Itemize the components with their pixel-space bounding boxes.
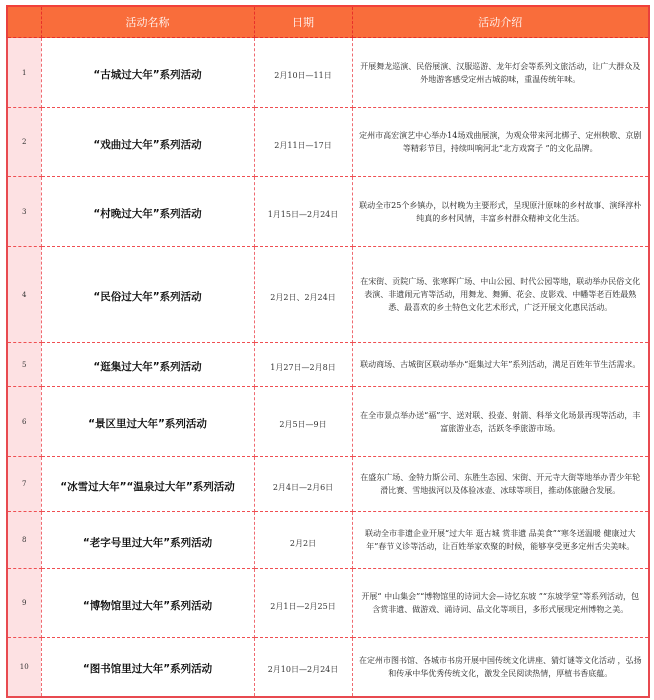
header-index [7, 6, 41, 38]
activity-name: “古城过大年”系列活动 [93, 69, 202, 81]
activity-date: 1月15日—2月24日 [267, 210, 339, 219]
table-row [7, 457, 649, 512]
activity-date: 2月5日—9日 [279, 420, 327, 429]
row-index: 5 [7, 343, 41, 387]
row-index: 3 [7, 177, 41, 247]
activity-name: “图书馆里过大年”系列活动 [82, 663, 213, 676]
activity-date: 2月10日—2月24日 [267, 665, 339, 675]
table-row [7, 343, 649, 387]
activity-intro: 在定州市图书馆、各城市书房开展中国传统文化讲座、猜灯谜等文化活动 ，弘扬和传承中华优秀传统文化，激发全民阅读热情，厚植书香底蕴。 [358, 655, 642, 678]
activity-date: 1月27日—2月8日 [270, 363, 336, 372]
row-index: 1 [7, 38, 41, 108]
activity-date: 2月2日 [289, 538, 317, 548]
activity-name: “景区里过大年”系列活动 [88, 418, 207, 430]
table-row [7, 38, 649, 108]
header-activity-intro: 活动介绍 [352, 6, 649, 38]
activity-intro: 联动商场、古城街区联动举办“逛集过大年”系列活动，满足百姓年节生活需求。 [360, 360, 641, 369]
activity-name: “戏曲过大年”系列活动 [93, 138, 202, 151]
activity-name: “逛集过大年”系列活动 [93, 361, 202, 373]
activity-intro: 开展舞龙巡演、民俗展演、汉服巡游、龙年灯会等系列文旅活动，让广大群众及外地游客感受定州古城韵味，重温传统年味。 [360, 61, 641, 84]
activity-intro: 在盛东广场、金特力斯公司、东胜生态园、宋街、开元寺大街等地举办青少年轮滑比赛、雪地拔河以及体验冰壶、冰球等项目，推动体旅融合发展。 [360, 473, 641, 495]
row-index: 9 [7, 569, 41, 638]
activity-date: 2月2日、2月24日 [270, 293, 336, 302]
table-header-row [7, 6, 649, 38]
table-row [7, 387, 649, 457]
activity-name: “老字号里过大年”系列活动 [82, 536, 213, 549]
activity-name: “民俗过大年”系列活动 [93, 291, 202, 303]
row-index: 7 [7, 457, 41, 512]
header-activity-name: 活动名称 [41, 6, 254, 38]
table-row [7, 512, 649, 569]
table-row [7, 638, 649, 697]
activity-intro: 定州市高宏演艺中心举办14场戏曲展演，为观众带来河北梆子、定州秧歌、京剧等精彩节目，持续叫响河北“北方戏窝子 ”的文化品牌。 [359, 131, 642, 153]
table-row [7, 247, 649, 343]
activity-date: 2月10日—11日 [274, 71, 332, 80]
activity-table-container [6, 5, 648, 698]
activity-intro: 联动全市25个乡镇办，以村晚为主要形式，呈现原汁原味的乡村故事、演绎淳朴纯真的乡村风情，丰富乡村群众精神文化生活。 [359, 200, 642, 223]
row-index: 4 [7, 247, 41, 343]
header-date: 日期 [254, 6, 352, 38]
activity-table [6, 5, 650, 698]
activity-intro: 在全市景点举办送“福”字、送对联、投壶、射箭、科举文化场景再现等活动，丰富旅游业态，活跃冬季旅游市场。 [360, 410, 641, 433]
activity-date: 2月4日—2月6日 [272, 482, 334, 492]
activity-name: “冰雪过大年”“温泉过大年”系列活动 [60, 480, 235, 493]
row-index: 2 [7, 108, 41, 177]
activity-date: 2月11日—17日 [274, 140, 332, 150]
row-index: 6 [7, 387, 41, 457]
row-index: 10 [7, 638, 41, 697]
activity-intro: 联动全市非遗企业开展“过大年 逛古城 赏非遗 品美食”“寒冬送温暖 健康过大年”春节义诊等活动，让百姓举家欢聚的时候，能够享受更多定州舌尖美味。 [365, 529, 636, 551]
activity-intro: 开展“ 中山集会”“博物馆里的诗词大会—诗忆东坡 ”“东坡学堂”等系列活动，包含赏非遗、做游戏、诵诗词、品文化等项目，多形式展现定州博物之美。 [361, 592, 640, 614]
table-row [7, 108, 649, 177]
activity-name: “博物馆里过大年”系列活动 [82, 599, 213, 612]
activity-date: 2月1日—2月25日 [270, 601, 336, 611]
table-row [7, 177, 649, 247]
table-row [7, 569, 649, 638]
row-index: 8 [7, 512, 41, 569]
activity-name: “村晚过大年”系列活动 [93, 208, 202, 220]
activity-intro: 在宋街、贡院广场、张寒晖广场、中山公园、时代公园等地，联动举办民俗文化表演、非遗闹元宵等活动，用舞龙、舞狮、花会、皮影戏、中幡等老百姓最熟悉、最喜欢的乡土特色文化艺术形式，广泛开展文化惠民活动。 [360, 277, 641, 312]
